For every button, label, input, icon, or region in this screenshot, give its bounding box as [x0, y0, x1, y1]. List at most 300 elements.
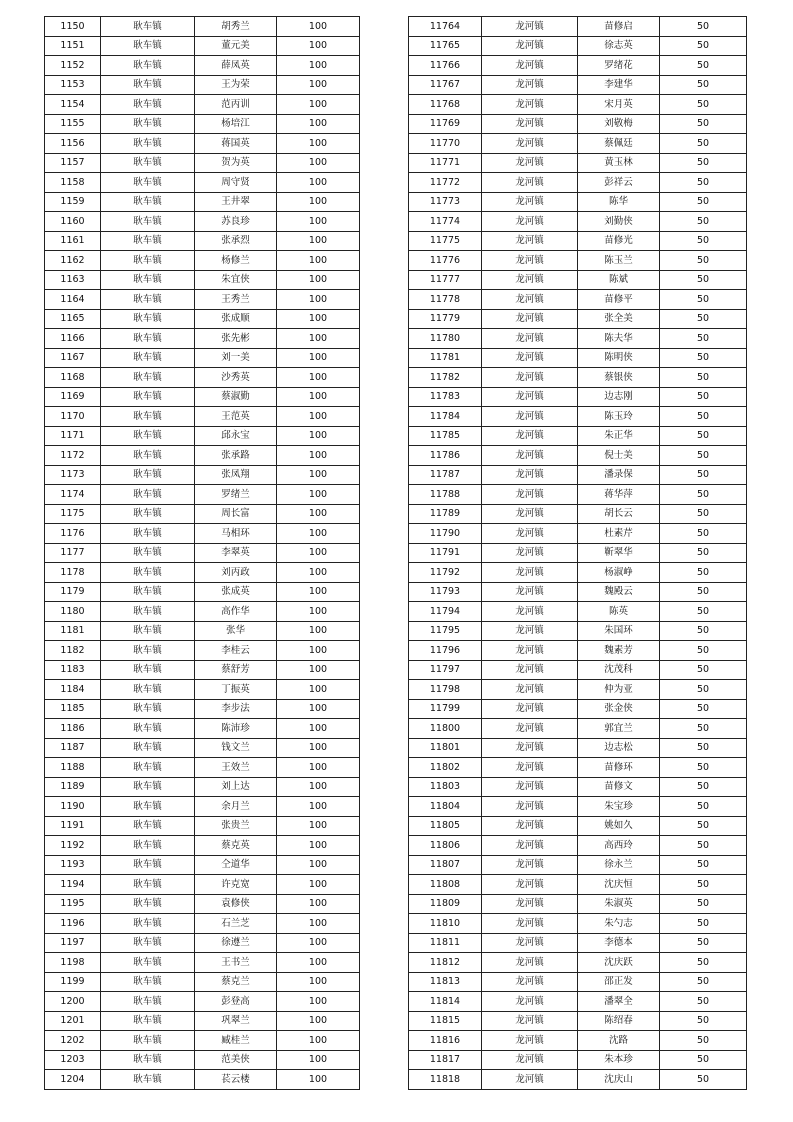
table-row [409, 329, 747, 349]
serial-number-cell: 1173 [45, 465, 101, 485]
person-name-cell: 蔡克英 [195, 836, 277, 856]
amount-cell: 100 [277, 894, 360, 914]
person-name-cell: 罗绪兰 [195, 485, 277, 505]
person-name-cell: 李建华 [578, 75, 660, 95]
town-cell: 龙河镇 [482, 582, 578, 602]
town-cell: 耿车镇 [101, 309, 195, 329]
table-row [409, 953, 747, 973]
serial-number-cell: 1155 [45, 114, 101, 134]
amount-cell: 50 [660, 309, 747, 329]
amount-cell: 50 [660, 894, 747, 914]
table-row [409, 524, 747, 544]
amount-cell: 50 [660, 465, 747, 485]
town-cell: 耿车镇 [101, 914, 195, 934]
left-roster-body [45, 17, 360, 1090]
serial-number-cell: 1163 [45, 270, 101, 290]
town-cell: 耿车镇 [101, 758, 195, 778]
table-row [45, 56, 360, 76]
amount-cell: 100 [277, 524, 360, 544]
person-name-cell: 杨修兰 [195, 251, 277, 271]
amount-cell: 100 [277, 875, 360, 895]
town-cell: 龙河镇 [482, 758, 578, 778]
town-cell: 耿车镇 [101, 426, 195, 446]
serial-number-cell: 11801 [409, 738, 482, 758]
serial-number-cell: 1193 [45, 855, 101, 875]
person-name-cell: 苏良珍 [195, 212, 277, 232]
table-row [45, 699, 360, 719]
amount-cell: 50 [660, 173, 747, 193]
amount-cell: 50 [660, 368, 747, 388]
serial-number-cell: 11791 [409, 543, 482, 563]
serial-number-cell: 1203 [45, 1050, 101, 1070]
table-row [409, 368, 747, 388]
table-row [409, 758, 747, 778]
amount-cell: 100 [277, 485, 360, 505]
table-row [45, 660, 360, 680]
amount-cell: 100 [277, 816, 360, 836]
amount-cell: 100 [277, 543, 360, 563]
amount-cell: 100 [277, 426, 360, 446]
amount-cell: 100 [277, 504, 360, 524]
town-cell: 龙河镇 [482, 329, 578, 349]
amount-cell: 50 [660, 407, 747, 427]
serial-number-cell: 1151 [45, 36, 101, 56]
serial-number-cell: 11781 [409, 348, 482, 368]
town-cell: 耿车镇 [101, 875, 195, 895]
amount-cell: 100 [277, 329, 360, 349]
serial-number-cell: 11802 [409, 758, 482, 778]
person-name-cell: 王井翠 [195, 192, 277, 212]
table-row [45, 641, 360, 661]
serial-number-cell: 1161 [45, 231, 101, 251]
person-name-cell: 张贵兰 [195, 816, 277, 836]
person-name-cell: 罗绪花 [578, 56, 660, 76]
person-name-cell: 王范英 [195, 407, 277, 427]
amount-cell: 50 [660, 602, 747, 622]
table-row [409, 212, 747, 232]
table-row [45, 914, 360, 934]
table-row [45, 212, 360, 232]
serial-number-cell: 1180 [45, 602, 101, 622]
amount-cell: 100 [277, 738, 360, 758]
amount-cell: 100 [277, 387, 360, 407]
right-roster-table [408, 16, 747, 1090]
person-name-cell: 张金侠 [578, 699, 660, 719]
amount-cell: 100 [277, 855, 360, 875]
person-name-cell: 周长富 [195, 504, 277, 524]
table-row [45, 309, 360, 329]
serial-number-cell: 1181 [45, 621, 101, 641]
town-cell: 龙河镇 [482, 855, 578, 875]
person-name-cell: 朱勺志 [578, 914, 660, 934]
town-cell: 龙河镇 [482, 1031, 578, 1051]
person-name-cell: 郭宜兰 [578, 719, 660, 739]
table-row [409, 1050, 747, 1070]
town-cell: 龙河镇 [482, 485, 578, 505]
table-row [409, 1070, 747, 1090]
serial-number-cell: 1166 [45, 329, 101, 349]
amount-cell: 50 [660, 972, 747, 992]
table-row [45, 758, 360, 778]
amount-cell: 100 [277, 465, 360, 485]
table-row [45, 738, 360, 758]
person-name-cell: 靳翠华 [578, 543, 660, 563]
person-name-cell: 沈路 [578, 1031, 660, 1051]
table-row [409, 680, 747, 700]
amount-cell: 50 [660, 953, 747, 973]
amount-cell: 50 [660, 875, 747, 895]
serial-number-cell: 1179 [45, 582, 101, 602]
amount-cell: 100 [277, 95, 360, 115]
person-name-cell: 彭祥云 [578, 173, 660, 193]
town-cell: 耿车镇 [101, 1070, 195, 1090]
table-row [409, 699, 747, 719]
right-roster-body [409, 17, 747, 1090]
table-row [45, 933, 360, 953]
town-cell: 龙河镇 [482, 75, 578, 95]
town-cell: 耿车镇 [101, 641, 195, 661]
person-name-cell: 沈庆恒 [578, 875, 660, 895]
table-row [409, 777, 747, 797]
table-row [409, 1031, 747, 1051]
amount-cell: 50 [660, 290, 747, 310]
serial-number-cell: 11767 [409, 75, 482, 95]
town-cell: 龙河镇 [482, 348, 578, 368]
serial-number-cell: 11797 [409, 660, 482, 680]
serial-number-cell: 11780 [409, 329, 482, 349]
person-name-cell: 朱正华 [578, 426, 660, 446]
town-cell: 耿车镇 [101, 719, 195, 739]
town-cell: 耿车镇 [101, 465, 195, 485]
amount-cell: 100 [277, 153, 360, 173]
amount-cell: 100 [277, 348, 360, 368]
table-row [45, 875, 360, 895]
person-name-cell: 刘勤侠 [578, 212, 660, 232]
town-cell: 龙河镇 [482, 95, 578, 115]
table-row [409, 816, 747, 836]
person-name-cell: 李桂云 [195, 641, 277, 661]
amount-cell: 50 [660, 836, 747, 856]
amount-cell: 100 [277, 992, 360, 1012]
table-row [45, 173, 360, 193]
serial-number-cell: 1199 [45, 972, 101, 992]
table-row [45, 621, 360, 641]
table-row [409, 972, 747, 992]
town-cell: 龙河镇 [482, 36, 578, 56]
table-row [45, 1050, 360, 1070]
town-cell: 耿车镇 [101, 290, 195, 310]
serial-number-cell: 11768 [409, 95, 482, 115]
table-row [45, 582, 360, 602]
person-name-cell: 王为荣 [195, 75, 277, 95]
amount-cell: 50 [660, 231, 747, 251]
person-name-cell: 蔡淑勤 [195, 387, 277, 407]
serial-number-cell: 1197 [45, 933, 101, 953]
town-cell: 龙河镇 [482, 972, 578, 992]
table-row [409, 1011, 747, 1031]
table-row [45, 563, 360, 583]
serial-number-cell: 11789 [409, 504, 482, 524]
town-cell: 龙河镇 [482, 797, 578, 817]
town-cell: 龙河镇 [482, 368, 578, 388]
person-name-cell: 徐遵兰 [195, 933, 277, 953]
serial-number-cell: 11813 [409, 972, 482, 992]
amount-cell: 50 [660, 329, 747, 349]
serial-number-cell: 11787 [409, 465, 482, 485]
amount-cell: 50 [660, 816, 747, 836]
serial-number-cell: 11816 [409, 1031, 482, 1051]
person-name-cell: 高西玲 [578, 836, 660, 856]
table-row [409, 894, 747, 914]
person-name-cell: 杜素芹 [578, 524, 660, 544]
table-row [45, 75, 360, 95]
table-row [409, 660, 747, 680]
amount-cell: 50 [660, 699, 747, 719]
town-cell: 耿车镇 [101, 17, 195, 37]
person-name-cell: 沈庆山 [578, 1070, 660, 1090]
serial-number-cell: 11788 [409, 485, 482, 505]
town-cell: 耿车镇 [101, 777, 195, 797]
table-row [409, 231, 747, 251]
table-row [409, 251, 747, 271]
amount-cell: 100 [277, 114, 360, 134]
serial-number-cell: 1162 [45, 251, 101, 271]
table-row [409, 543, 747, 563]
town-cell: 耿车镇 [101, 1011, 195, 1031]
table-row [409, 348, 747, 368]
town-cell: 龙河镇 [482, 719, 578, 739]
table-row [409, 738, 747, 758]
amount-cell: 50 [660, 758, 747, 778]
town-cell: 耿车镇 [101, 192, 195, 212]
person-name-cell: 高作华 [195, 602, 277, 622]
serial-number-cell: 1183 [45, 660, 101, 680]
town-cell: 龙河镇 [482, 621, 578, 641]
serial-number-cell: 1169 [45, 387, 101, 407]
serial-number-cell: 11766 [409, 56, 482, 76]
serial-number-cell: 11817 [409, 1050, 482, 1070]
town-cell: 龙河镇 [482, 563, 578, 583]
serial-number-cell: 11779 [409, 309, 482, 329]
serial-number-cell: 1198 [45, 953, 101, 973]
serial-number-cell: 1160 [45, 212, 101, 232]
town-cell: 耿车镇 [101, 836, 195, 856]
person-name-cell: 边志松 [578, 738, 660, 758]
person-name-cell: 丁振英 [195, 680, 277, 700]
table-row [45, 270, 360, 290]
amount-cell: 100 [277, 309, 360, 329]
table-row [409, 173, 747, 193]
table-row [45, 504, 360, 524]
serial-number-cell: 1172 [45, 446, 101, 466]
town-cell: 龙河镇 [482, 680, 578, 700]
town-cell: 龙河镇 [482, 875, 578, 895]
serial-number-cell: 1154 [45, 95, 101, 115]
person-name-cell: 倪士美 [578, 446, 660, 466]
person-name-cell: 苗修环 [578, 758, 660, 778]
table-row [45, 543, 360, 563]
serial-number-cell: 11805 [409, 816, 482, 836]
table-row [45, 719, 360, 739]
serial-number-cell: 11812 [409, 953, 482, 973]
town-cell: 龙河镇 [482, 1050, 578, 1070]
town-cell: 耿车镇 [101, 134, 195, 154]
amount-cell: 50 [660, 933, 747, 953]
serial-number-cell: 1153 [45, 75, 101, 95]
amount-cell: 100 [277, 699, 360, 719]
amount-cell: 50 [660, 621, 747, 641]
serial-number-cell: 11811 [409, 933, 482, 953]
town-cell: 耿车镇 [101, 212, 195, 232]
amount-cell: 50 [660, 387, 747, 407]
person-name-cell: 苗修文 [578, 777, 660, 797]
amount-cell: 100 [277, 1011, 360, 1031]
serial-number-cell: 11773 [409, 192, 482, 212]
table-row [409, 446, 747, 466]
serial-number-cell: 1158 [45, 173, 101, 193]
town-cell: 耿车镇 [101, 797, 195, 817]
person-name-cell: 蒋国英 [195, 134, 277, 154]
table-row [45, 95, 360, 115]
amount-cell: 100 [277, 582, 360, 602]
amount-cell: 50 [660, 855, 747, 875]
serial-number-cell: 1192 [45, 836, 101, 856]
person-name-cell: 徐永兰 [578, 855, 660, 875]
town-cell: 龙河镇 [482, 836, 578, 856]
person-name-cell: 陈英 [578, 602, 660, 622]
town-cell: 龙河镇 [482, 134, 578, 154]
amount-cell: 100 [277, 1031, 360, 1051]
serial-number-cell: 1156 [45, 134, 101, 154]
serial-number-cell: 1176 [45, 524, 101, 544]
town-cell: 龙河镇 [482, 114, 578, 134]
table-row [409, 17, 747, 37]
amount-cell: 100 [277, 660, 360, 680]
town-cell: 耿车镇 [101, 329, 195, 349]
table-row [409, 855, 747, 875]
table-row [409, 719, 747, 739]
table-row [45, 17, 360, 37]
person-name-cell: 张凤翔 [195, 465, 277, 485]
person-name-cell: 陈绍春 [578, 1011, 660, 1031]
person-name-cell: 朱宝珍 [578, 797, 660, 817]
person-name-cell: 苌云楼 [195, 1070, 277, 1090]
person-name-cell: 钱文兰 [195, 738, 277, 758]
table-row [409, 836, 747, 856]
town-cell: 耿车镇 [101, 1031, 195, 1051]
person-name-cell: 姚如久 [578, 816, 660, 836]
amount-cell: 100 [277, 75, 360, 95]
amount-cell: 100 [277, 758, 360, 778]
table-row [409, 270, 747, 290]
town-cell: 耿车镇 [101, 114, 195, 134]
town-cell: 耿车镇 [101, 563, 195, 583]
town-cell: 耿车镇 [101, 56, 195, 76]
serial-number-cell: 11790 [409, 524, 482, 544]
person-name-cell: 陈夫华 [578, 329, 660, 349]
person-name-cell: 范美侠 [195, 1050, 277, 1070]
serial-number-cell: 1200 [45, 992, 101, 1012]
town-cell: 龙河镇 [482, 953, 578, 973]
person-name-cell: 刘上达 [195, 777, 277, 797]
amount-cell: 50 [660, 426, 747, 446]
amount-cell: 100 [277, 953, 360, 973]
amount-cell: 50 [660, 660, 747, 680]
table-row [45, 407, 360, 427]
town-cell: 龙河镇 [482, 504, 578, 524]
person-name-cell: 陈明侠 [578, 348, 660, 368]
table-row [409, 153, 747, 173]
serial-number-cell: 1184 [45, 680, 101, 700]
town-cell: 龙河镇 [482, 212, 578, 232]
amount-cell: 100 [277, 641, 360, 661]
person-name-cell: 魏殿云 [578, 582, 660, 602]
amount-cell: 100 [277, 680, 360, 700]
amount-cell: 100 [277, 290, 360, 310]
table-row [45, 387, 360, 407]
amount-cell: 100 [277, 797, 360, 817]
serial-number-cell: 11818 [409, 1070, 482, 1090]
town-cell: 龙河镇 [482, 660, 578, 680]
serial-number-cell: 1190 [45, 797, 101, 817]
table-row [409, 192, 747, 212]
amount-cell: 100 [277, 446, 360, 466]
person-name-cell: 李翠英 [195, 543, 277, 563]
serial-number-cell: 1168 [45, 368, 101, 388]
town-cell: 耿车镇 [101, 387, 195, 407]
town-cell: 耿车镇 [101, 36, 195, 56]
table-row [45, 153, 360, 173]
table-row [45, 855, 360, 875]
amount-cell: 100 [277, 914, 360, 934]
person-name-cell: 陈华 [578, 192, 660, 212]
amount-cell: 100 [277, 173, 360, 193]
serial-number-cell: 11806 [409, 836, 482, 856]
serial-number-cell: 1186 [45, 719, 101, 739]
person-name-cell: 陈斌 [578, 270, 660, 290]
town-cell: 耿车镇 [101, 953, 195, 973]
amount-cell: 100 [277, 836, 360, 856]
person-name-cell: 李步法 [195, 699, 277, 719]
person-name-cell: 沈茂科 [578, 660, 660, 680]
town-cell: 龙河镇 [482, 446, 578, 466]
amount-cell: 50 [660, 1050, 747, 1070]
table-row [45, 134, 360, 154]
town-cell: 龙河镇 [482, 309, 578, 329]
town-cell: 耿车镇 [101, 972, 195, 992]
serial-number-cell: 11771 [409, 153, 482, 173]
serial-number-cell: 11793 [409, 582, 482, 602]
town-cell: 龙河镇 [482, 1011, 578, 1031]
town-cell: 耿车镇 [101, 816, 195, 836]
person-name-cell: 蒋华萍 [578, 485, 660, 505]
serial-number-cell: 1196 [45, 914, 101, 934]
person-name-cell: 蔡佩廷 [578, 134, 660, 154]
table-row [45, 1011, 360, 1031]
serial-number-cell: 11784 [409, 407, 482, 427]
person-name-cell: 张先彬 [195, 329, 277, 349]
town-cell: 耿车镇 [101, 270, 195, 290]
table-row [409, 914, 747, 934]
amount-cell: 100 [277, 270, 360, 290]
serial-number-cell: 1159 [45, 192, 101, 212]
serial-number-cell: 1182 [45, 641, 101, 661]
serial-number-cell: 11804 [409, 797, 482, 817]
amount-cell: 100 [277, 563, 360, 583]
left-roster-table [44, 16, 360, 1090]
town-cell: 龙河镇 [482, 192, 578, 212]
table-row [45, 251, 360, 271]
